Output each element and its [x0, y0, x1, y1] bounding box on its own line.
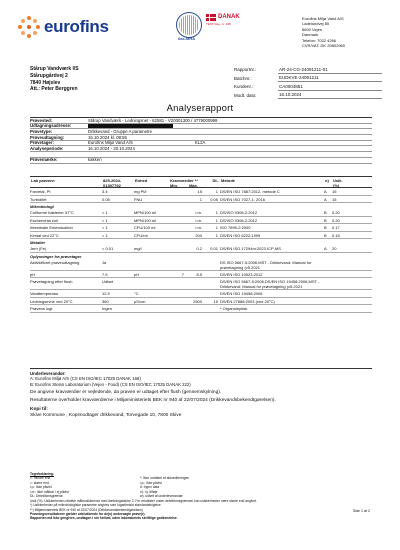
kopi-label: Kopi til:: [30, 406, 48, 412]
cell: < 0.01: [102, 246, 114, 251]
company-line: Danmark: [302, 32, 319, 38]
meta-row: Batchnr.: EUDKVE-24091211: [234, 75, 382, 84]
cell: Aktivkilforet prøveudtagning: [30, 259, 80, 265]
cell: i.m.: [195, 225, 202, 230]
cell: mg Pt/l: [134, 189, 147, 194]
cell: Udført: [102, 279, 114, 284]
kopi-text: Skive Kommune , Kopimodtager drikkevand, Torvegade 10, 7800 Skive: [30, 412, 182, 418]
company-address: [302, 16, 345, 48]
cell: DS/EN ISO 10523:2012: [220, 271, 263, 277]
table-header: [30, 176, 372, 188]
cell: 1: [215, 232, 218, 238]
cell: Prøvetagning efter flush: [30, 279, 73, 284]
cell: 0.2: [196, 246, 202, 251]
info-row: Prøvested: Stårup Vandværk - Ledningsnet - 62581 - V20001300 / 4779000999: [30, 118, 372, 124]
client-address: [30, 66, 79, 93]
cell: DS/EN 27888:2003 (ved 20°C): [220, 298, 275, 304]
table-row: [30, 209, 372, 217]
info-row: Analyseperiode: 16.10.2024 - 20.10.2024: [30, 146, 372, 152]
cell: < 1: [102, 217, 108, 223]
cell: B: [324, 217, 327, 223]
cell: < 1: [102, 232, 108, 238]
company-line: 6600 Vejen: [302, 26, 323, 32]
cell: Escherichia coli: [30, 217, 58, 223]
cell: CFU/ml: [134, 232, 148, 238]
table-row: [30, 196, 372, 204]
cell: Vandtemperatur: [30, 291, 59, 296]
cell: 0.20: [332, 217, 340, 223]
sample-info: [30, 117, 372, 164]
redacted-block: [88, 124, 173, 129]
cell: 0.20: [332, 210, 340, 215]
underleverandor-line: B: Eurofins Steins Laboratorium (Vejen - Food) (CS EN ISO/IEC 17025 DANAK 222): [30, 381, 191, 387]
statement-flush: De angivne kravværdier er vejledende, da prøven er udtaget efter flush (gennemskylning).: [30, 389, 222, 395]
cell: 15: [332, 196, 337, 202]
cell: 8.5: [196, 271, 202, 277]
cell: < 1: [102, 210, 108, 215]
cell: Ingen: [102, 306, 113, 311]
table-row: [30, 305, 372, 313]
table-row: [30, 271, 372, 279]
col-header: Usik. (%): [333, 178, 343, 188]
cell: B: [324, 210, 327, 215]
client-line: 7840 Højslev: [30, 79, 61, 86]
meta-row: Rapportnr.: AR-24-CG-24091211-01: [234, 66, 382, 75]
page-title: Analyserapport: [166, 103, 234, 114]
cell: 20: [332, 246, 337, 251]
company-line: Eurofins Miljø Vand A/S: [302, 16, 344, 21]
cell: 7: [181, 271, 184, 277]
cell: A: [324, 196, 327, 202]
cell: Farvetal, Pt: [30, 189, 51, 194]
table-row: [30, 232, 372, 240]
cell: 0.17: [332, 225, 340, 230]
cell: DS/EN ISO 7887:2012, metode C: [220, 189, 280, 194]
danak-badge: [206, 14, 246, 26]
client-line: Stårup Vandværk I/S: [30, 66, 79, 72]
cell: 1: [215, 225, 218, 230]
table-row: [30, 188, 372, 196]
cell: DS/EN ISO 5667-5:2006,DS/EN ISO 19458:2006,MST - Drikkevand: Manual for prøvetagning (v5.2021: [220, 279, 320, 289]
table-row: [30, 217, 372, 225]
cell: DS/EN ISO 6222:1999: [220, 232, 261, 238]
cell: 3.4: [102, 189, 108, 194]
table-row: [30, 259, 372, 271]
cell: 360: [102, 298, 109, 304]
cell: 0.15: [332, 232, 340, 238]
report-meta: [234, 66, 382, 100]
cell: 0.05: [210, 196, 218, 202]
cell: 1: [215, 210, 218, 215]
legend-note: **) Miljøministeriets BEK nr 940 af 22/07/2024 (Drikkevandsbekendtgørelsen): [30, 507, 143, 512]
table-section: Oplysninger fra prøvetager: [30, 253, 82, 259]
cell: i.m.: [195, 217, 202, 223]
legend-footer: [30, 472, 372, 521]
company-line: Telefon: 7022 4266: [302, 37, 337, 43]
table-row: [30, 298, 372, 306]
table-row: [30, 245, 372, 253]
cell: * Organoleptisk: [220, 306, 248, 311]
cell: FNU: [134, 196, 143, 202]
cell: B: [324, 225, 327, 230]
cell: 1: [215, 189, 218, 194]
cell: Prøvens lugt: [30, 306, 53, 311]
danish-flag-icon: [206, 14, 216, 21]
cell: µS/cm: [134, 298, 146, 304]
table-row: [30, 278, 372, 290]
cell: Kimtal ved 22°C: [30, 232, 59, 238]
cell: pH: [134, 271, 140, 277]
cell: DS/EN ISO 19458:2006: [220, 291, 263, 296]
cell: 15: [197, 189, 202, 194]
cell: pH: [30, 271, 36, 277]
company-line: CVR/VAT: DK 29802960: [302, 42, 345, 48]
client-line: Stårupgårdvej 2: [30, 72, 68, 79]
cell: A: [324, 246, 327, 251]
table-row: [30, 224, 372, 232]
cell: 15: [332, 189, 337, 194]
col-header: Enhed: [135, 178, 148, 183]
table-body: [30, 188, 372, 313]
info-row: Prøvemærke: kakken: [30, 158, 372, 164]
cell: B: [324, 232, 327, 238]
info-row: Udtagningsadresse:: [30, 124, 372, 130]
legend-col1: <: mindre end >: større end i.p.: ikke påvist i.m.: ikke målbar / ej påvist DL: Detektionsgrænse: [30, 476, 69, 499]
cell: 15: [213, 298, 218, 304]
eurofins-dots-icon: [18, 16, 40, 38]
cell: Turbiditet: [30, 196, 47, 202]
col-header: DL.: [212, 178, 219, 183]
cell: ISO 7899-2:2000: [220, 225, 251, 230]
cell: A: [324, 189, 327, 194]
cell: 7.5: [102, 271, 108, 277]
cell: DS/ISO 9308-2:2012: [220, 210, 258, 215]
validity-note: Prøvningsresultaterne gælder udelukkende for de(n) undersøgte prøve(r).: [30, 511, 146, 516]
reproduction-note: Rapporten må ikke gengives, undtagen i sin helhed, uden laboratoriets skriftlige godkendelse.: [30, 516, 178, 521]
underleverandor-label: Underleverandør:: [30, 371, 66, 376]
ilac-mra-icon: [176, 12, 202, 38]
cell: i.m.: [195, 210, 202, 215]
cell: Ledningsevne ved 20°C: [30, 298, 73, 304]
cell: DS/EN ISO 17294m:2023 ICP-MS: [220, 246, 281, 251]
cell: mg/l: [134, 246, 142, 251]
underleverandor-line: A: Eurofins Miljø A/S (CS EN ISO/IEC 17025 DANAK 168): [30, 376, 141, 382]
cell: DS/ISO 9308-2:2012: [220, 217, 258, 223]
eurofins-logo: [18, 16, 109, 38]
cell: MPN/100 ml: [134, 217, 157, 223]
meta-row: Kundenr.: CA0004851: [234, 83, 382, 92]
cell: 0.08: [102, 196, 110, 202]
table-row: [30, 290, 372, 298]
legend-note: *) Usikkerheder på mikrobiologiske parametre angives som logaritmiskt standardafvigelse: [30, 503, 161, 508]
company-line: Ladelundvej 85: [302, 21, 330, 27]
cell: 2500: [193, 298, 202, 304]
legend-note: Usik (%): Usikkerheden relative måleusikkerhed med dækningsfaktor 2. For resultater under detektionsgrænsen kan usikkerheden være større end angivet.: [30, 498, 257, 503]
cell: 200: [195, 232, 202, 238]
col-header: 825-2024-01397792: [103, 178, 122, 188]
col-header: Metode: [221, 178, 235, 183]
cell: Intestinale Enterokokker: [30, 225, 73, 230]
ilac-mra-label: ilac-MRA: [178, 36, 196, 41]
results-table: [30, 176, 372, 313]
cell: CFU/100 ml: [134, 225, 156, 230]
cell: 1: [215, 217, 218, 223]
cell: Ja: [102, 259, 107, 265]
info-row: Prøvetype: Drikkevand - Gruppe A parametre: [30, 129, 372, 135]
col-header: n): [325, 178, 329, 183]
cell: 12.9: [102, 291, 110, 296]
table-section: Mikrobiologi: [30, 204, 54, 209]
legend-col2: *: Ikke omfattet af akkrediteringen i.p.: Ikke påvist #: Ingen data n): n), tilføje w): udført af underleverandør: [140, 476, 190, 499]
kravvaerdier-header: Kravværdier ** Min. Max.: [170, 178, 198, 188]
client-line: Att.: Peter Berggren: [30, 86, 78, 93]
cell: < 1: [102, 225, 108, 230]
info-row: Prøveudtagning: 16.10.2024 kl. 08:55: [30, 135, 372, 141]
cell: 1: [199, 196, 202, 202]
danak-title: DANAK: [218, 14, 240, 20]
cell: Coliforme bakterier 37°C: [30, 210, 74, 215]
table-section: Metaller: [30, 240, 46, 245]
danak-reg: TEST Reg. nr. 168: [206, 21, 231, 26]
statement-compliance: Resultaterne overholder kravværdierne i Miljøministeriets BEK nr 940 af 22/07/2024 (Drikkevandsbekendtgørelsen).: [30, 398, 276, 404]
cell: DS/EN ISO 7027-1: 2016: [220, 196, 265, 202]
legend-label: Tegnforklaring:: [30, 472, 54, 476]
col-header: Lab prøvenr:: [31, 178, 56, 183]
meta-row: Modt. dato: 16.10.2024: [234, 92, 382, 101]
info-row: Prøvetager: Eurofins Miljø Vand A/S KL2A: [30, 141, 372, 147]
cell: MPN/100 ml: [134, 210, 157, 215]
report-notes: [30, 368, 372, 421]
cell: DS ISO 5667-5:2006,MST - Drikkevand: Manual for prøvetagning (v5.2021: [220, 259, 312, 270]
cell: 0.01: [210, 246, 218, 251]
cell: Jern (Fe): [30, 246, 47, 251]
page-number: Side 1 af 2: [352, 509, 370, 513]
cell: °C: [134, 291, 139, 296]
eurofins-wordmark: eurofins: [44, 17, 109, 37]
